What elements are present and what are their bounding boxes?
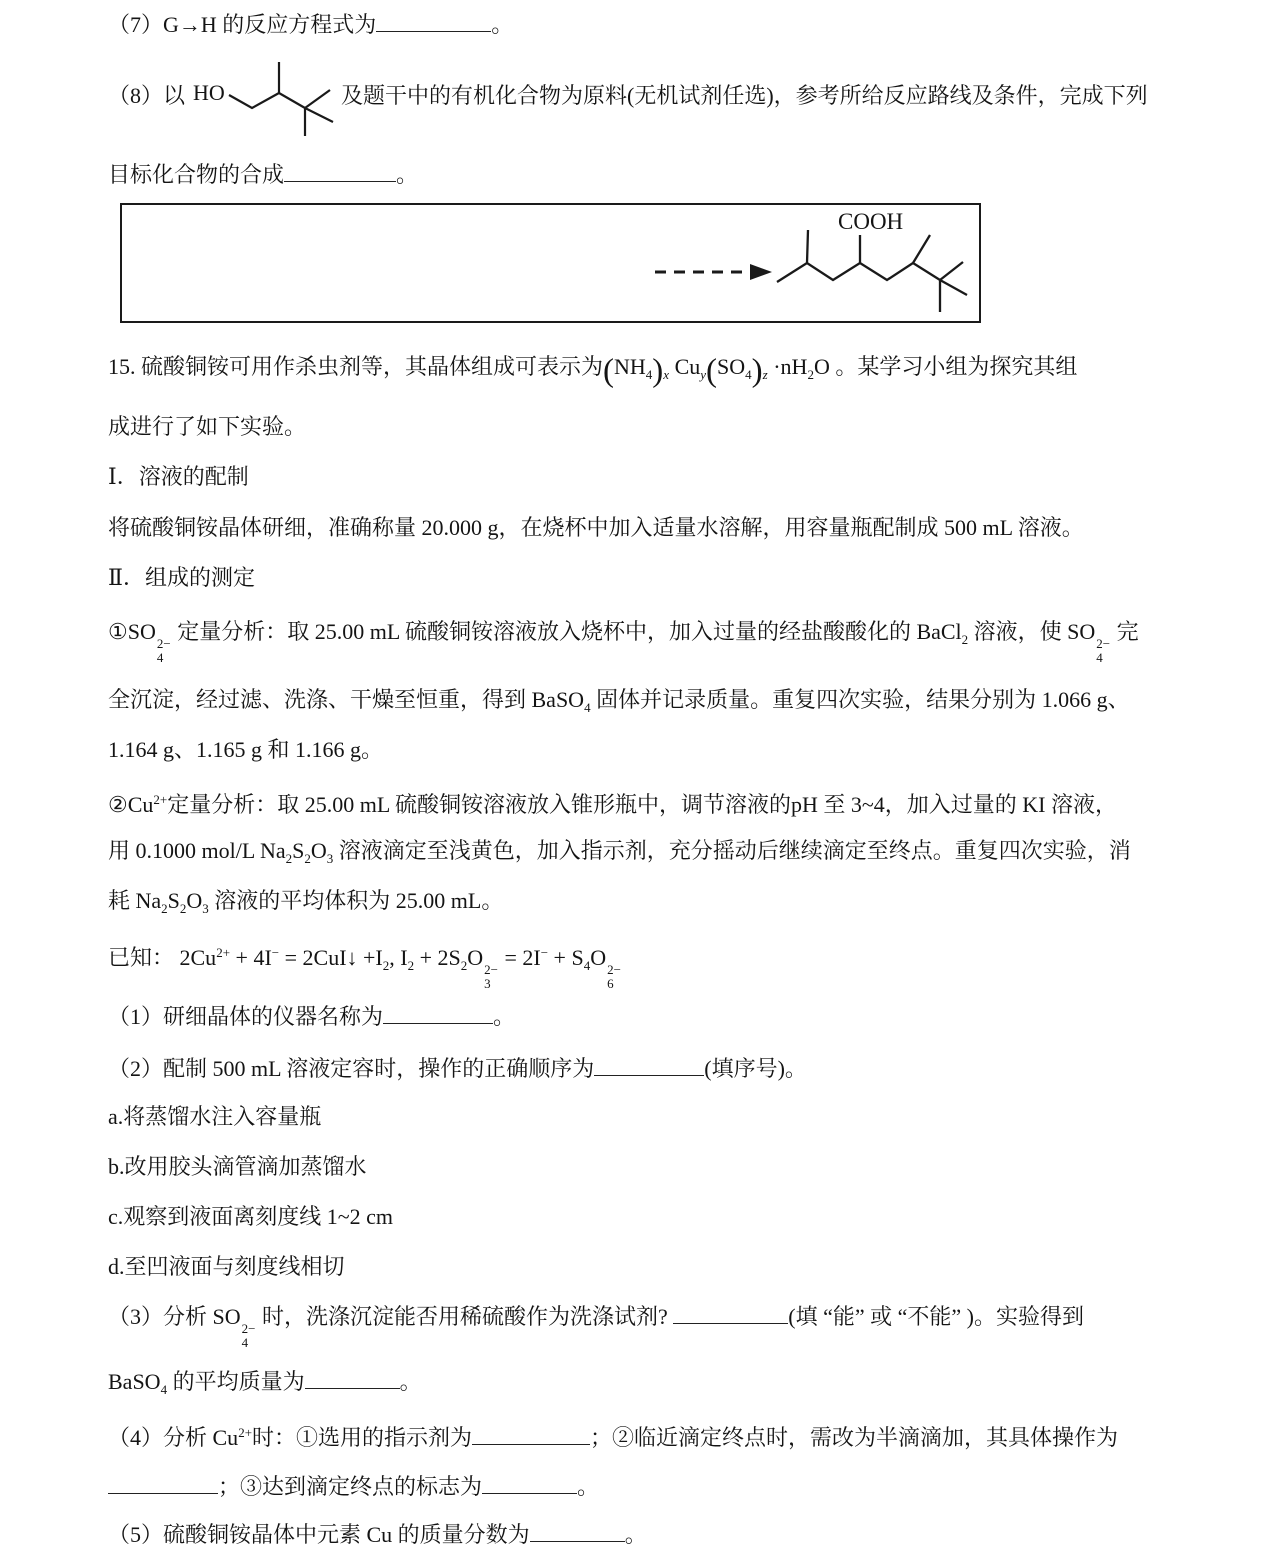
sub-question-3-line1 xyxy=(108,1300,1084,1350)
text-segment: SO xyxy=(717,354,746,379)
text-segment: 溶液，使 SO xyxy=(968,619,1096,644)
text-segment: O xyxy=(186,888,203,913)
target-compound-bonds xyxy=(777,230,967,312)
text-segment: 2+ xyxy=(238,1425,253,1440)
text-segment: 2+ xyxy=(153,792,168,807)
text-segment: ) xyxy=(751,353,763,389)
text-segment: NH xyxy=(614,354,646,379)
text-segment: S xyxy=(292,838,305,863)
question-8-line xyxy=(108,52,1148,140)
text-segment: 已知： 2Cu xyxy=(108,945,217,970)
text-segment: 2 xyxy=(460,958,468,973)
text-segment: 2− 6 xyxy=(607,962,621,991)
text-segment: （2）配制 500 mL 溶液定容时，操作的正确顺序为 xyxy=(108,1056,595,1082)
answer-blank xyxy=(530,1518,625,1542)
text-segment: 固体并记录质量。重复四次实验，结果分别为 1.066 g、 xyxy=(590,687,1130,712)
question-7-line xyxy=(108,8,513,40)
option-a: a.将蒸馏水注入容量瓶 xyxy=(108,1104,322,1129)
skeletal-bonds xyxy=(229,62,333,136)
text-segment: ·nH xyxy=(767,354,808,379)
text-segment: 2 xyxy=(304,851,311,866)
text-segment: 耗 Na xyxy=(108,888,162,913)
text-segment: 3 xyxy=(326,851,334,866)
text-segment: (填 “能” 或 “不能” )。实验得到 xyxy=(788,1304,1084,1330)
text-segment: 4 xyxy=(584,700,591,715)
text-segment: 4 xyxy=(160,1382,168,1398)
step-2-line1 xyxy=(108,785,1117,820)
text-segment: 。 xyxy=(399,1369,422,1395)
text-segment: 定量分析：取 25.00 mL 硫酸铜铵溶液放入锥形瓶中，调节溶液的pH 至 3~4，加入过量的 KI 溶液， xyxy=(167,792,1117,817)
text-segment: y xyxy=(700,367,707,382)
sub-question-5 xyxy=(108,1518,647,1550)
text-segment: 。 xyxy=(396,162,419,188)
text-segment: 2+ xyxy=(216,945,231,960)
option-b: b.改用胶头滴管滴加蒸馏水 xyxy=(108,1154,367,1179)
text-segment: BaSO xyxy=(108,1369,161,1395)
answer-blank xyxy=(673,1300,788,1324)
step-1-line3: 1.164 g、1.165 g 和 1.166 g。 xyxy=(108,737,384,762)
text-segment: 2− 4 xyxy=(241,1321,256,1351)
answer-blank xyxy=(108,1470,218,1494)
text-segment: 用 0.1000 mol/L Na xyxy=(108,838,286,863)
text-segment: 2 xyxy=(407,958,415,973)
step-1-line1 xyxy=(108,617,1139,665)
text-segment: 2− 3 xyxy=(484,962,498,991)
text-segment: 的平均质量为 xyxy=(167,1369,305,1395)
option-d: d.至凹液面与刻度线相切 xyxy=(108,1254,345,1279)
alcohol-reactant-structure xyxy=(187,52,339,140)
text-segment: + 4I xyxy=(230,945,272,970)
text-segment: (填序号)。 xyxy=(704,1056,807,1082)
text-segment: （3）分析 SO xyxy=(108,1304,241,1330)
answer-blank xyxy=(376,8,491,32)
question-15-stem-line2: 成进行了如下实验。 xyxy=(108,414,307,439)
sub-question-2 xyxy=(108,1052,807,1084)
text-segment: + 2S xyxy=(414,945,461,970)
text-segment: 2 xyxy=(961,632,969,647)
answer-blank xyxy=(284,158,396,182)
reaction-scheme-svg xyxy=(122,205,979,321)
text-segment: （5）硫酸铜铵晶体中元素 Cu 的质量分数为 xyxy=(108,1522,530,1548)
text-segment: O xyxy=(467,945,484,970)
text-segment: 4 xyxy=(583,958,591,973)
sub-question-1 xyxy=(108,1000,515,1032)
text-segment: + S xyxy=(548,945,584,970)
text-segment: 完 xyxy=(1111,619,1139,644)
text-segment: 4 xyxy=(745,367,752,382)
text-segment: z xyxy=(762,367,768,382)
text-segment: 2 xyxy=(285,851,293,866)
answer-blank xyxy=(383,1000,493,1024)
hydroxyl-label: HO xyxy=(193,80,225,105)
answer-blank xyxy=(594,1052,704,1076)
text-segment: 4 xyxy=(645,367,653,382)
text-segment: Cu xyxy=(669,354,701,379)
text-segment: = 2I xyxy=(498,945,541,970)
text-segment: 定量分析：取 25.00 mL 硫酸铜铵溶液放入烧杯中，加入过量的经盐酸酸化的 BaCl xyxy=(171,619,962,644)
text-segment: ( xyxy=(603,353,615,389)
option-c: c.观察到液面离刻度线 1~2 cm xyxy=(108,1204,394,1229)
text-segment: 时，洗涤沉淀能否用稀硫酸作为洗涤试剂? xyxy=(256,1304,674,1330)
text-segment: 全沉淀，经过滤、洗涤、干燥至恒重，得到 BaSO xyxy=(108,687,585,712)
text-segment: 2− 4 xyxy=(156,636,171,665)
text-segment: ) xyxy=(652,353,664,389)
text-segment: ；③达到滴定终点的标志为 xyxy=(218,1474,483,1500)
text-segment: − xyxy=(271,945,280,960)
text-segment: 。 xyxy=(493,1004,516,1030)
text-segment: （4）分析 Cu xyxy=(108,1425,239,1450)
sub-question-3-line2 xyxy=(108,1365,422,1405)
section-2-title: Ⅱ．组成的测定 xyxy=(108,565,255,590)
text-segment: 目标化合物的合成 xyxy=(108,162,285,188)
text-segment: 2 xyxy=(179,901,187,916)
question-8-prefix: （8）以 xyxy=(108,83,186,108)
text-segment: ；②临近滴定终点时，需改为半滴滴加，其具体操作为 xyxy=(590,1425,1119,1450)
question-8-line2 xyxy=(108,158,418,190)
text-segment: 。 xyxy=(577,1474,600,1500)
text-segment: 。 xyxy=(624,1522,647,1548)
step-1-line2 xyxy=(108,685,1130,723)
answer-blank xyxy=(305,1365,400,1389)
step-2-line2 xyxy=(108,836,1131,874)
text-segment: − xyxy=(540,945,549,960)
text-segment: 2 xyxy=(161,901,168,916)
known-equations-line xyxy=(108,938,622,991)
text-segment: 溶液滴定至浅黄色，加入指示剂，充分摇动后继续滴定至终点。重复四次实验，消 xyxy=(333,838,1131,863)
text-segment: 2 xyxy=(807,367,814,382)
text-segment: 2 xyxy=(382,958,390,973)
text-segment: O xyxy=(310,838,327,863)
text-segment: 2− 4 xyxy=(1096,636,1111,665)
question-15-stem-line1 xyxy=(108,352,1077,390)
text-segment: 15. 硫酸铜铵可用作杀虫剂等，其晶体组成可表示为 xyxy=(108,354,604,379)
section-1-body: 将硫酸铜铵晶体研细，准确称量 20.000 g，在烧杯中加入适量水溶解，用容量瓶配制成 500 mL 溶液。 xyxy=(108,515,1084,540)
text-segment: （1）研细晶体的仪器名称为 xyxy=(108,1004,384,1030)
text-segment: （7）G→H 的反应方程式为 xyxy=(108,12,377,38)
answer-blank xyxy=(482,1470,577,1494)
cooh-label: COOH xyxy=(838,209,904,234)
text-segment: ②Cu xyxy=(108,792,154,817)
sub-question-4-line1 xyxy=(108,1418,1118,1453)
text-segment: , I xyxy=(389,945,408,970)
reaction-scheme-box xyxy=(120,203,981,323)
text-segment: O 。某学习小组为探究其组 xyxy=(813,354,1078,379)
sub-question-4-line2 xyxy=(108,1470,599,1502)
dashed-arrow-head xyxy=(750,264,772,280)
section-1-title: Ⅰ．溶液的配制 xyxy=(108,464,249,489)
text-segment: 时：①选用的指示剂为 xyxy=(252,1425,473,1450)
step-2-line3 xyxy=(108,886,503,924)
question-8-text: 及题干中的有机化合物为原料(无机试剂任选)，参考所给反应路线及条件，完成下列 xyxy=(341,83,1148,108)
text-segment: 溶液的平均体积为 25.00 mL。 xyxy=(208,888,504,913)
answer-blank xyxy=(472,1421,590,1445)
text-segment: ①SO xyxy=(108,619,156,644)
text-segment: = 2CuI↓ +I xyxy=(279,945,383,970)
text-segment: S xyxy=(167,888,180,913)
text-segment: 3 xyxy=(202,901,209,916)
text-segment: x xyxy=(663,367,670,382)
text-segment: 。 xyxy=(491,12,514,38)
text-segment: O xyxy=(590,945,607,970)
text-segment: ( xyxy=(706,353,718,389)
